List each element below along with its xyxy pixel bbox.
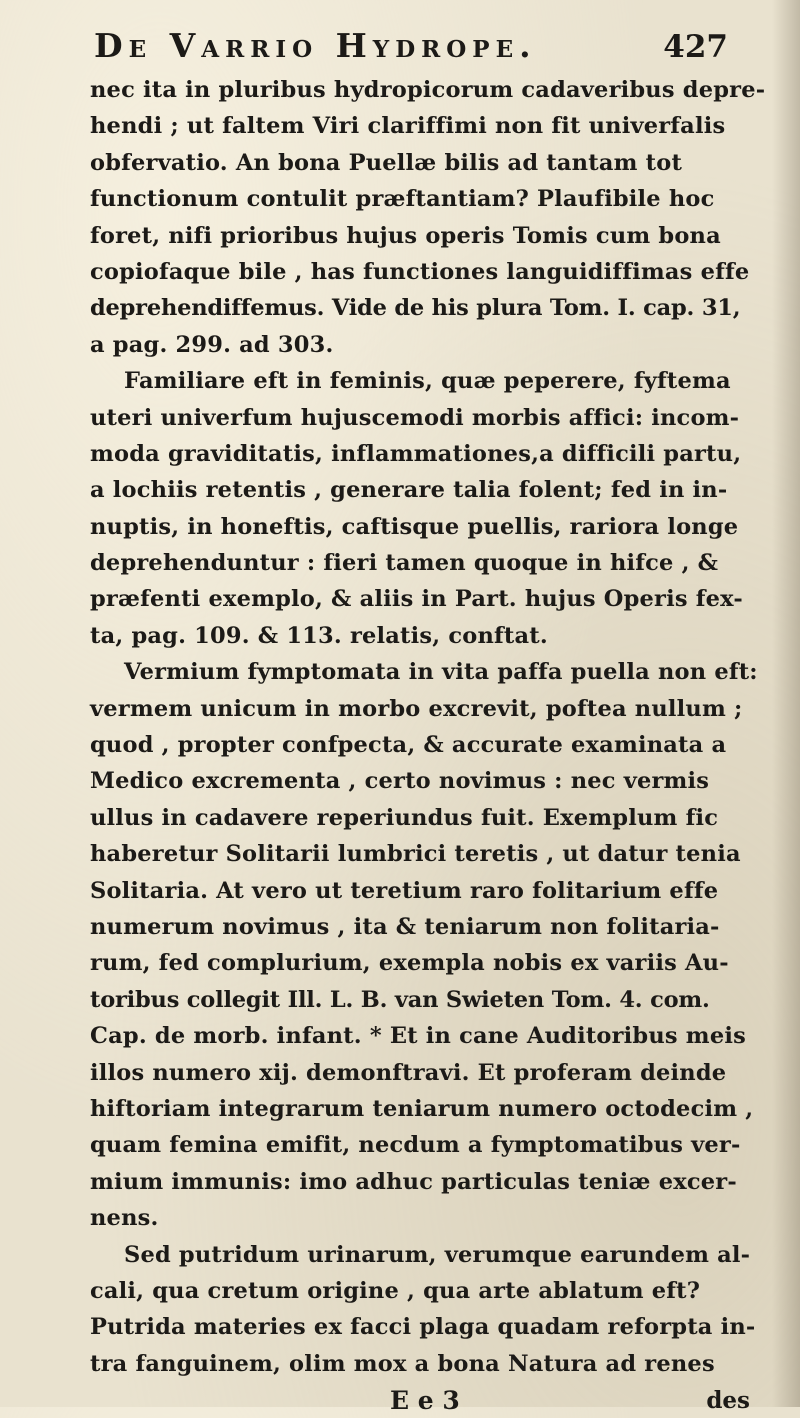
text-line: copiofaque bile , has functiones languidiffimas effe [90, 258, 750, 285]
text-line: cali, qua cretum origine , qua arte ablatum eft? [90, 1277, 701, 1304]
running-head [40, 26, 740, 72]
text-line: Solitaria. At vero ut teretium raro folitarium effe [90, 877, 719, 904]
text-line: haberetur Solitarii lumbrici teretis , ut datur tenia [90, 841, 741, 868]
text-line: toribus collegit Ill. L. B. van Swieten Tom. 4. com. [90, 986, 710, 1013]
paragraph-start: Familiare eft in feminis, quæ peperere, fyftema [124, 368, 731, 395]
text-line: numerum novimus , ita & teniarum non folitaria- [90, 913, 720, 940]
text-line: nuptis, in honeftis, caftisque puellis, rariora longe [90, 513, 739, 540]
catchword: des [706, 1387, 750, 1415]
text-line: ullus in cadavere reperiundus fuit. Exemplum fic [90, 804, 719, 831]
body-text [90, 72, 766, 1382]
page-edge-shadow [772, 0, 800, 1407]
text-line: a pag. 299. ad 303. [90, 331, 334, 358]
text-line: hendi ; ut faltem Viri clariffimi non fit univerfalis [90, 113, 726, 140]
paragraph-start: Sed putridum urinarum, verumque earundem al- [124, 1241, 751, 1268]
page-footer [90, 1384, 750, 1418]
text-line: illos numero xij. demonftravi. Et proferam deinde [90, 1059, 727, 1086]
text-line: a lochiis retentis , generare talia folent; fed in in- [90, 477, 728, 504]
text-line: nec ita in pluribus hydropicorum cadaveribus depre- [90, 77, 766, 103]
text-line: rum, fed complurium, exempla nobis ex variis Au- [90, 950, 729, 977]
text-line: mium immunis: imo adhuc particulas teniæ excer- [90, 1168, 737, 1195]
text-line: præfenti exemplo, & aliis in Part. hujus Operis fex- [90, 586, 743, 613]
text-line: quod , propter confpecta, & accurate examinata a [90, 732, 727, 759]
text-line: obfervatio. An bona Puellæ bilis ad tantam tot [90, 149, 683, 176]
text-line: tra fanguinem, olim mox a bona Natura ad renes [90, 1350, 715, 1377]
signature-mark: E e 3 [390, 1386, 460, 1416]
text-line: Putrida materies ex facci plaga quadam reforpta in- [90, 1314, 756, 1341]
text-line: deprehendiffemus. Vide de his plura Tom. I. cap. 31, [90, 295, 741, 322]
paragraph-start: Vermium fymptomata in vita paffa puella non eft: [124, 659, 758, 686]
page-number: 427 [663, 29, 728, 65]
text-line: ta, pag. 109. & 113. relatis, conftat. [90, 622, 548, 649]
text-line: Cap. de morb. infant. * Et in cane Auditoribus meis [90, 1023, 746, 1050]
text-line: vermem unicum in morbo excrevit, poftea nullum ; [90, 695, 743, 722]
text-line: Medico excrementa , certo novimus : nec vermis [90, 768, 710, 795]
text-line: functionum contulit præftantiam? Plaufibile hoc [90, 186, 715, 213]
text-line: deprehenduntur : fieri tamen quoque in hifce , & [90, 550, 719, 577]
text-line: moda graviditatis, inflammationes,a difficili partu, [90, 440, 742, 467]
text-line: quam femina emifit, necdum a fymptomatibus ver- [90, 1132, 741, 1159]
text-line: nens. [90, 1205, 159, 1232]
text-line: foret, nifi prioribus hujus operis Tomis cum bona [90, 222, 721, 249]
running-title: De Varrio Hydrope. [94, 26, 537, 65]
text-line: uteri univerfum hujuscemodi morbis affici: incom- [90, 404, 740, 431]
text-line: hiftoriam integrarum teniarum numero octodecim , [90, 1095, 754, 1122]
